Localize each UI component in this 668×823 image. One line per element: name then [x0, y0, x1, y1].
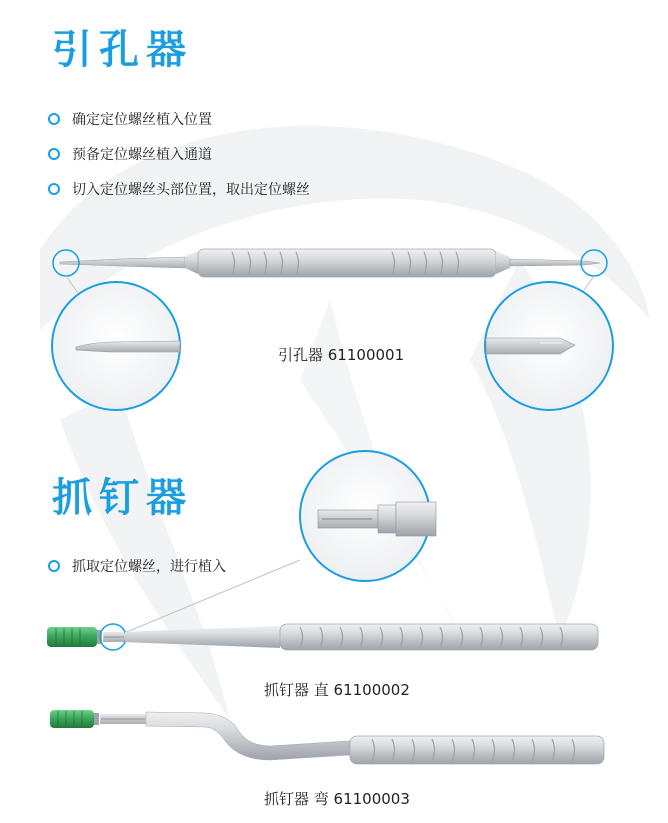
list-item: 抓取定位螺丝，进行植入 [48, 548, 226, 583]
section-title-grabber: 抓钉器 [52, 475, 193, 521]
list-item: 切入定位螺丝头部位置，取出定位螺丝 [48, 171, 310, 206]
list-item: 预备定位螺丝植入通道 [48, 136, 310, 171]
curved-grabber-caption: 抓钉器 弯 61100003 [264, 790, 410, 808]
drill-right-tip-zoom [485, 276, 613, 410]
drill-instrument [53, 249, 607, 277]
drill-caption: 引孔器 61100001 [278, 346, 405, 364]
list-item: 确定定位螺丝植入位置 [48, 101, 310, 136]
section-title-drill: 引孔器 [52, 27, 193, 73]
curved-grabber-instrument [50, 710, 604, 764]
green-handle-cap [50, 710, 94, 728]
straight-grabber-caption: 抓钉器 直 61100002 [264, 681, 410, 699]
straight-grabber-instrument [47, 624, 598, 650]
grabber-tip-zoom [112, 451, 436, 638]
drill-left-tip-zoom [52, 276, 180, 410]
